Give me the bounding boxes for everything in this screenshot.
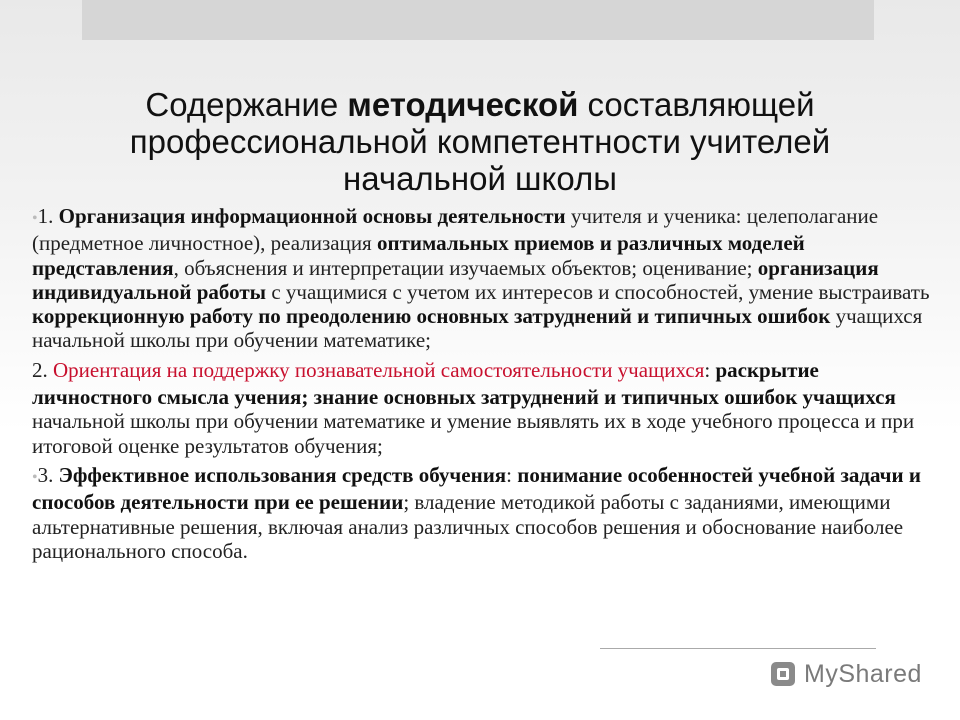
watermark-text: MyShared <box>804 659 922 688</box>
item-text: , объяснения и интерпретации изучаемых объектов; оценивание; <box>173 255 758 280</box>
list-item-1 <box>32 204 932 353</box>
item-heading: Эффективное использования средств обучения <box>58 462 507 487</box>
item-text: учащихся начальной школы при обучении математике; <box>32 304 923 353</box>
title-line-3: начальной школы <box>343 160 617 197</box>
item-text: ; владение методикой работы с заданиями, имеющими альтернативные решения, включая анализ различных способов решения и обоснование наиболее рационального способа. <box>32 490 904 563</box>
item-heading: Ориентация на поддержку познавательной самостоятельности учащихся <box>53 357 705 382</box>
item-number: 1. <box>37 204 59 228</box>
list-item-2 <box>32 358 932 458</box>
item-number: 3. <box>37 462 59 487</box>
item-heading: Организация информационной основы деятельности <box>58 204 566 228</box>
myshared-logo-icon <box>768 659 798 689</box>
footer-divider <box>600 648 876 649</box>
item-text: : <box>704 357 716 382</box>
title-line-2: профессиональной компетентности учителей <box>129 123 831 160</box>
slide-title <box>60 86 900 197</box>
bullet-icon: • <box>32 210 38 227</box>
item-text: начальной школы при обучении математике и умение выявлять их в ходе учебного процесса и при итоговой оценке результатов обучения; <box>32 409 915 458</box>
title-line-1 <box>60 86 900 123</box>
top-header-band <box>82 0 874 40</box>
item-bold-text: раскрытие личностного смысла учения; знание основных затруднений и типичных ошибок учащихся <box>32 357 896 410</box>
list-item-3 <box>32 463 932 563</box>
myshared-watermark[interactable] <box>768 656 922 692</box>
item-number: 2. <box>32 357 53 382</box>
bullet-icon: • <box>32 468 38 486</box>
title-text-end: составляющей <box>578 86 815 123</box>
item-text: : <box>506 462 518 487</box>
title-emphasis: методической <box>347 86 579 123</box>
item-bold-text: оптимальных приемов и различных моделей представления <box>32 231 805 280</box>
item-bold-text: коррекционную работу по преодолению основных затруднений и типичных ошибок <box>32 304 831 329</box>
item-bold-text: понимание особенностей учебной задачи и способов деятельности при ее решении <box>32 462 921 515</box>
item-text: учителя и ученика: целеполагание (предметное личностное), реализация <box>32 204 879 256</box>
slide-body <box>32 204 932 568</box>
item-bold-text: организация индивидуальной работы <box>32 255 879 304</box>
item-text: с учащимися с учетом их интересов и способностей, умение выстраивать <box>266 279 930 304</box>
title-text-start: Содержание <box>145 86 348 123</box>
